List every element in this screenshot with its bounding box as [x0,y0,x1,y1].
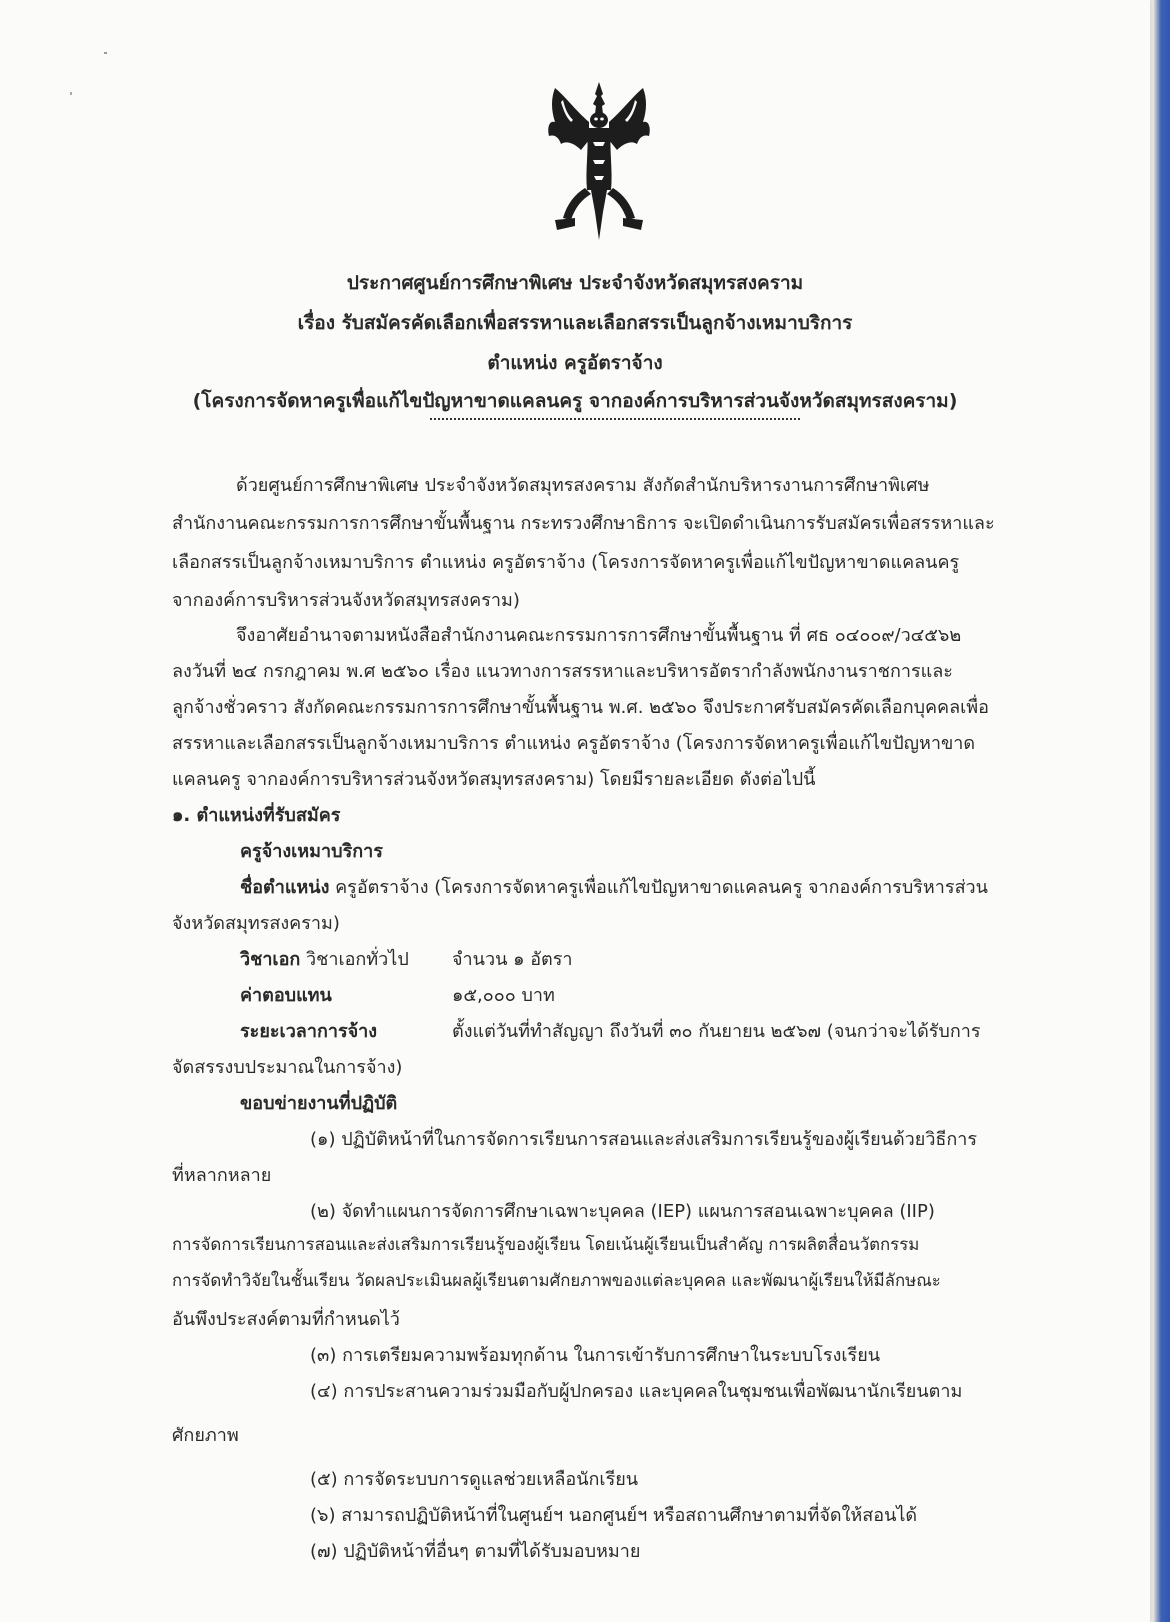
binder-edge [1154,0,1170,1622]
dotted-divider [430,418,800,420]
pay-label: ค่าตอบแทน [240,985,332,1006]
heading-line-1: ประกาศศูนย์การศึกษาพิเศษ ประจำจังหวัดสมุทรสงคราม [346,272,804,294]
duty-3: (๓) การเตรียมความพร้อมทุกด้าน ในการเข้ารับการศึกษาในระบบโรงเรียน [310,1345,881,1366]
duty-5: (๕) การจัดระบบการดูแลช่วยเหลือนักเรียน [310,1469,639,1490]
para2-line: ลูกจ้างชั่วคราว สังกัดคณะกรรมการการศึกษาขั้นพื้นฐาน พ.ศ. ๒๕๖๐ จึงประกาศรับสมัครคัดเลือกบุคคลเพื่อ [172,697,989,718]
para2-line: จึงอาศัยอำนาจตามหนังสือสำนักงานคณะกรรมการการศึกษาขั้นพื้นฐาน ที่ ศธ ๐๔๐๐๙/ว๔๕๖๒ [236,625,962,646]
duty-2-cont: การจัดการเรียนการสอนและส่งเสริมการเรียนรู้ของผู้เรียน โดยเน้นผู้เรียนเป็นสำคัญ การผลิตสื่อนวัตกรรม [172,1234,920,1254]
section-heading: ๑. ตำแหน่งที่รับสมัคร [172,805,341,826]
duty-1-cont: ที่หลากหลาย [172,1165,272,1186]
position-label: ชื่อตำแหน่ง [240,877,330,898]
heading-position: ตำแหน่ง ครูอัตราจ้าง [487,352,663,374]
para2-line: สรรหาและเลือกสรรเป็นลูกจ้างเหมาบริการ ตำแหน่ง ครูอัตราจ้าง (โครงการจัดหาครูเพื่อแก้ไขปัญหาขาด [172,733,976,754]
major-count: จำนวน ๑ อัตรา [452,949,573,970]
position-line [240,872,988,901]
duty-7: (๗) ปฏิบัติหน้าที่อื่นๆ ตามที่ได้รับมอบหมาย [310,1541,641,1562]
section-subheading: ครูจ้างเหมาบริการ [240,841,383,862]
para2-line: ลงวันที่ ๒๔ กรกฎาคม พ.ศ ๒๕๖๐ เรื่อง แนวทางการสรรหาและบริหารอัตรากำลังพนักงานราชการและ [172,661,953,682]
speck [104,52,107,54]
heading-subject: เรื่อง รับสมัครคัดเลือกเพื่อสรรหาและเลือกสรรเป็นลูกจ้างเหมาบริการ [297,312,853,334]
major-line [240,944,409,973]
duty-2-cont: การจัดทำวิจัยในชั้นเรียน วัดผลประเมินผลผู้เรียนตามศักยภาพของแต่ละบุคคล และพัฒนาผู้เรียนให้มีลักษณะ [172,1270,941,1290]
para1-line: จากองค์การบริหารส่วนจังหวัดสมุทรสงคราม) [172,590,520,611]
period-label: ระยะเวลาการจ้าง [240,1021,378,1042]
para1-line: เลือกสรรเป็นลูกจ้างเหมาบริการ ตำแหน่ง ครูอัตราจ้าง (โครงการจัดหาครูเพื่อแก้ไขปัญหาขาดแคลนครู [172,552,960,573]
duty-2-cont: อันพึงประสงค์ตามที่กำหนดไว้ [172,1309,400,1330]
para2-line: แคลนครู จากองค์การบริหารส่วนจังหวัดสมุทรสงคราม) โดยมีรายละเอียด ดังต่อไปนี้ [172,769,816,790]
pay-value: ๑๕,๐๐๐ บาท [452,985,555,1006]
duty-6: (๖) สามารถปฏิบัติหน้าที่ในศูนย์ฯ นอกศูนย์ฯ หรือสถานศึกษาตามที่จัดให้สอนได้ [310,1505,918,1526]
major-value: วิชาเอกทั่วไป [300,949,409,970]
scope-heading: ขอบข่ายงานที่ปฏิบัติ [240,1093,398,1114]
para1-line: ด้วยศูนย์การศึกษาพิเศษ ประจำจังหวัดสมุทรสงคราม สังกัดสำนักบริหารงานการศึกษาพิเศษ [236,475,930,496]
position-value: ครูอัตราจ้าง (โครงการจัดหาครูเพื่อแก้ไขปัญหาขาดแคลนครู จากองค์การบริหารส่วน [329,877,988,898]
heading-project: (โครงการจัดหาครูเพื่อแก้ไขปัญหาขาดแคลนครู จากองค์การบริหารส่วนจังหวัดสมุทรสงคราม) [192,390,958,412]
period-value: ตั้งแต่วันที่ทำสัญญา ถึงวันที่ ๓๐ กันยายน ๒๕๖๗ (จนกว่าจะได้รับการ [452,1021,981,1042]
major-label: วิชาเอก [240,949,301,970]
position-value-cont: จังหวัดสมุทรสงคราม) [172,913,340,934]
speck [70,92,72,95]
duty-4: (๔) การประสานความร่วมมือกับผู้ปกครอง และบุคคลในชุมชนเพื่อพัฒนานักเรียนตาม [310,1381,963,1402]
garuda-emblem-icon [545,80,653,242]
duty-2: (๒) จัดทำแผนการจัดการศึกษาเฉพาะบุคคล (IEP) แผนการสอนเฉพาะบุคคล (IIP) [310,1201,935,1222]
para1-line: สำนักงานคณะกรรมการการศึกษาขั้นพื้นฐาน กระทรวงศึกษาธิการ จะเปิดดำเนินการรับสมัครเพื่อสรรหาและ [172,513,995,534]
duty-1: (๑) ปฏิบัติหน้าที่ในการจัดการเรียนการสอนและส่งเสริมการเรียนรู้ของผู้เรียนด้วยวิธีการ [310,1129,978,1150]
period-value-cont: จัดสรรงบประมาณในการจ้าง) [172,1057,403,1078]
duty-4-cont: ศักยภาพ [172,1425,239,1446]
